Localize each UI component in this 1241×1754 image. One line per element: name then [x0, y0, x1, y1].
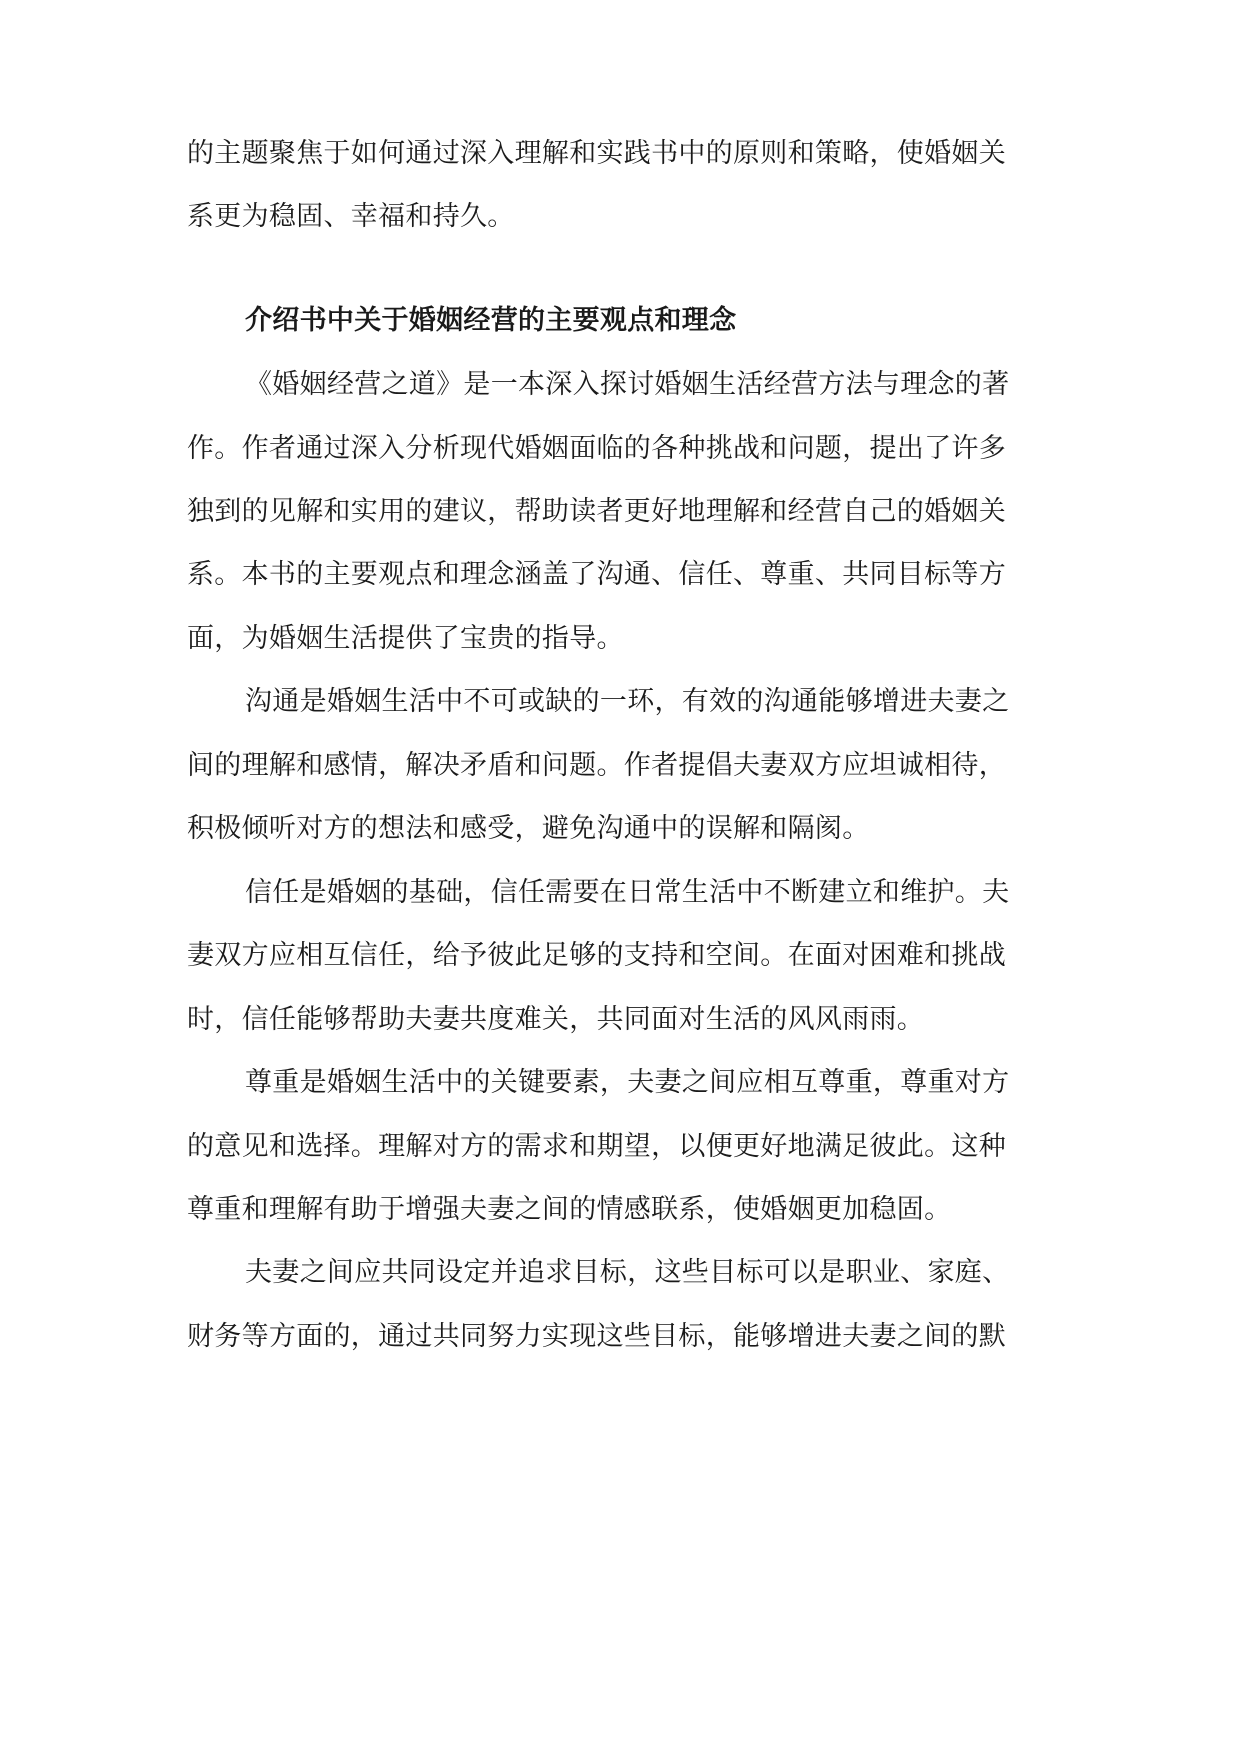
- text-line: 的主题聚焦于如何通过深入理解和实践书中的原则和策略，使婚姻关: [187, 138, 1006, 169]
- text-line: 信任是婚姻的基础，信任需要在日常生活中不断建立和维护。夫: [245, 877, 1010, 908]
- section-heading: 介绍书中关于婚姻经营的主要观点和理念: [245, 305, 737, 336]
- text-line: 尊重是婚姻生活中的关键要素，夫妻之间应相互尊重，尊重对方: [245, 1067, 1010, 1098]
- text-line: 财务等方面的，通过共同努力实现这些目标，能够增进夫妻之间的默: [187, 1321, 1006, 1352]
- text-line: 妻双方应相互信任，给予彼此足够的支持和空间。在面对困难和挑战: [187, 940, 1006, 971]
- text-line: 《婚姻经营之道》是一本深入探讨婚姻生活经营方法与理念的著: [245, 369, 1010, 400]
- text-line: 作。作者通过深入分析现代婚姻面临的各种挑战和问题，提出了许多: [187, 433, 1006, 464]
- text-line: 独到的见解和实用的建议，帮助读者更好地理解和经营自己的婚姻关: [187, 496, 1006, 527]
- text-line: 尊重和理解有助于增强夫妻之间的情感联系，使婚姻更加稳固。: [187, 1194, 952, 1225]
- text-line: 面，为婚姻生活提供了宝贵的指导。: [187, 623, 624, 654]
- text-line: 的意见和选择。理解对方的需求和期望，以便更好地满足彼此。这种: [187, 1131, 1006, 1162]
- text-line: 系。本书的主要观点和理念涵盖了沟通、信任、尊重、共同目标等方: [187, 559, 1006, 590]
- text-line: 系更为稳固、幸福和持久。: [187, 201, 515, 232]
- text-line: 间的理解和感情，解决矛盾和问题。作者提倡夫妻双方应坦诚相待，: [187, 750, 1006, 781]
- text-line: 沟通是婚姻生活中不可或缺的一环，有效的沟通能够增进夫妻之: [245, 686, 1010, 717]
- text-line: 积极倾听对方的想法和感受，避免沟通中的误解和隔阂。: [187, 813, 870, 844]
- text-line: 时，信任能够帮助夫妻共度难关，共同面对生活的风风雨雨。: [187, 1004, 925, 1035]
- text-line: 夫妻之间应共同设定并追求目标，这些目标可以是职业、家庭、: [245, 1257, 1010, 1288]
